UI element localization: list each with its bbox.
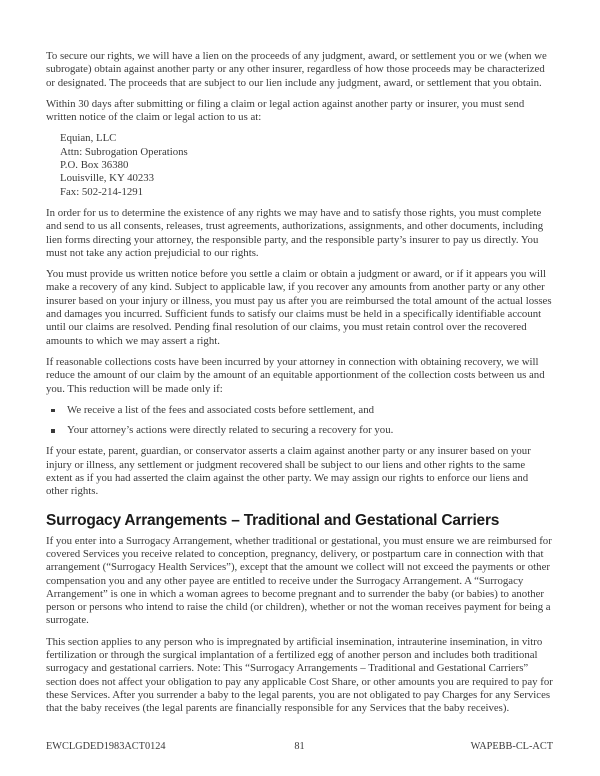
- section-heading-surrogacy: Surrogacy Arrangements – Traditional and Gestational Carriers: [46, 511, 500, 529]
- bullet-icon: [51, 409, 55, 413]
- footer-doc-code: EWCLGDED1983ACT0124: [46, 741, 166, 752]
- bullet-item: [46, 404, 553, 417]
- address-line-city: Louisville, KY 40233: [60, 172, 155, 185]
- paragraph-surrogacy-intro: If you enter into a Surrogacy Arrangement, whether traditional or gestational, you must ensure we are reimbursed for covered Services you receive related to conception, pregnancy, delivery, or postpartum care in connection with that arrangement (“Surrogacy Health Services”), except that the amount we collect will not exceed the payments or other compensation you and any other payee are entitled to receive under the Surrogacy Arrangement. A “Surrogacy Arrangement” is one in which a woman agrees to become pregnant and to surrender the baby (or babies) to another person or persons who intend to raise the child (or children), whether or not the woman receives payment for being a surrogate.: [46, 534, 552, 627]
- bullet-text: We receive a list of the fees and associated costs before settlement, and: [67, 403, 375, 416]
- bullet-item: [46, 424, 553, 437]
- paragraph-notice: Within 30 days after submitting or filing a claim or legal action against another party or insurer, you must send written notice of the claim or legal action to us at:: [46, 97, 525, 124]
- bullet-text: Your attorney’s actions were directly related to securing a recovery for you.: [67, 424, 394, 437]
- document-body: [46, 50, 553, 723]
- paragraph-settle: You must provide us written notice before you settle a claim or obtain a judgment or award, or if it appears you will make a recovery of any kind. Subject to applicable law, if you recover any amounts from another party or any other insurer based on your injury or illness, you must pay us after you are reimbursed the total amount of the actual losses and damages you incurred. Sufficient funds to satisfy our claims must be held in a specifically identifiable account until our claims are resolved. Pending final resolution of our claims, you must retain control over the recovered amounts to which we may assert a right.: [46, 268, 552, 347]
- paragraph-lien: To secure our rights, we will have a lien on the proceeds of any judgment, award, or settlement you or we (when we subrogate) obtain against another party or any other insurer, regardless of how those proceeds may be characterized or designated. The proceeds that are subject to our lien include any judgment, award, or settlement that you obtain.: [46, 50, 547, 89]
- bullet-icon: [51, 429, 55, 433]
- address-line-company: Equian, LLC: [60, 132, 117, 145]
- address-line-pobox: P.O. Box 36380: [60, 159, 129, 172]
- address-block: [60, 132, 553, 198]
- paragraph-surrogacy-scope: This section applies to any person who is impregnated by artificial insemination, intrauterine insemination, in vitro fertilization or through the surgical implantation of a fertilized egg of another person and includes both traditional surrogacy and gestational carriers. Note: This “Surrogacy Arrangements – Traditional and Gestational Carriers” section does not affect your obligation to pay any applicable Cost Share, or other amounts you are required to pay for these Services. After you surrender a baby to the legal parents, you are not obligated to pay Charges for any Services that the baby receives (the legal parents are financially responsible for any Services that the baby receives).: [46, 635, 553, 715]
- address-line-fax: Fax: 502-214-1291: [60, 185, 144, 198]
- address-line-attn: Attn: Subrogation Operations: [60, 145, 188, 158]
- page-footer: [46, 740, 553, 754]
- paragraph-collections: If reasonable collections costs have been incurred by your attorney in connection with obtaining recovery, we will reduce the amount of our claim by the amount of an equitable apportionment of the collection costs between us and you. This reduction will be made only if:: [46, 355, 545, 395]
- footer-page-number: 81: [294, 741, 305, 752]
- bullet-list: [46, 404, 553, 438]
- paragraph-consents: In order for us to determine the existence of any rights we may have and to satisfy those rights, you must complete and send to us all consents, releases, trust agreements, authorizations, assignments, and other documents, including lien forms directing your attorney, the responsible party, and the responsible party’s insurer to pay us directly. You must not take any action prejudicial to our rights.: [46, 206, 544, 259]
- paragraph-estate: If your estate, parent, guardian, or conservator asserts a claim against another party or any insurer based on your injury or illness, any settlement or judgment recovered shall be subject to our liens and other rights to the same extent as if you had asserted the claim against the other party. We may assign our rights to enforce our liens and other rights.: [46, 445, 531, 498]
- footer-form-code: WAPEBB-CL-ACT: [470, 741, 553, 752]
